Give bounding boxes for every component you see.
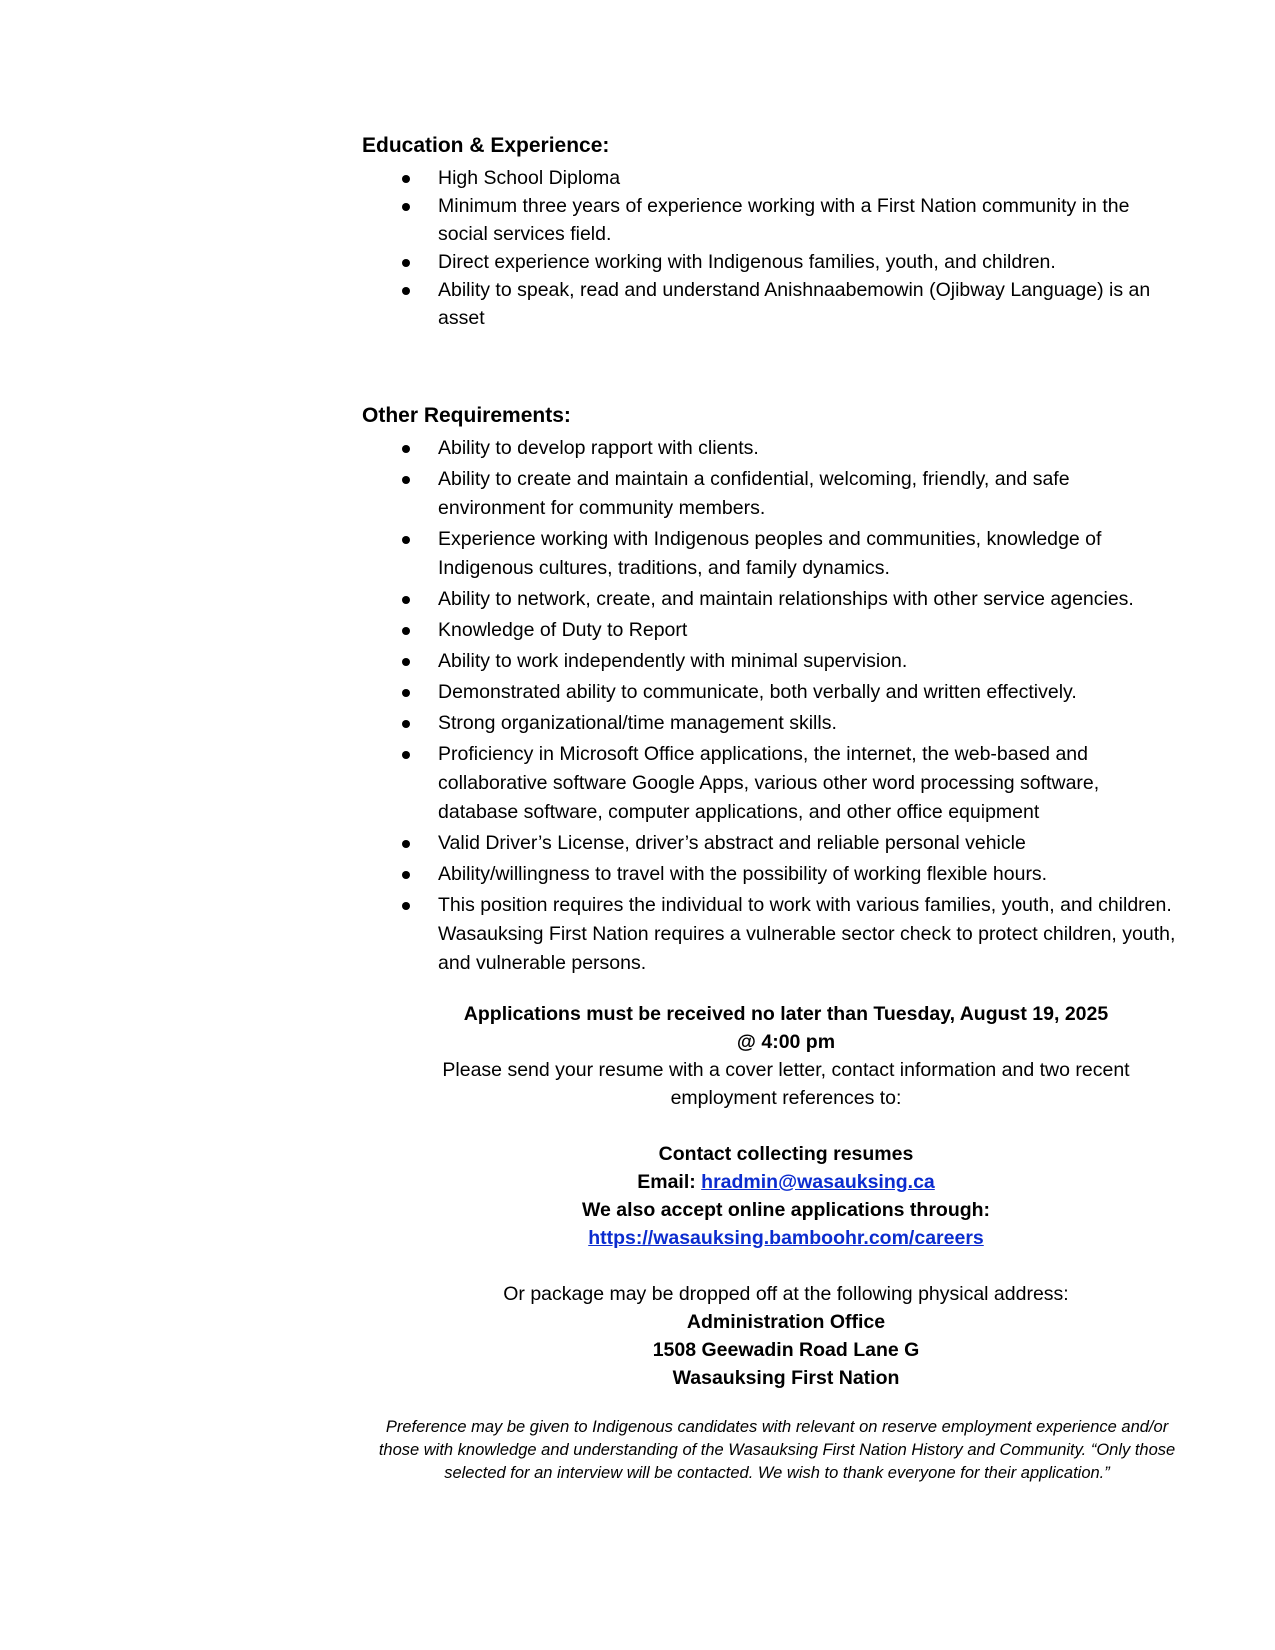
requirements-section xyxy=(362,402,1182,978)
list-item xyxy=(362,891,1182,978)
list-item-text: Valid Driver’s License, driver’s abstract and reliable personal vehicle xyxy=(438,832,1026,854)
list-item-text: Minimum three years of experience working with a First Nation community in the social services field. xyxy=(438,195,1130,245)
bullet-icon xyxy=(402,175,410,183)
list-item xyxy=(362,829,1182,858)
disclaimer-text: Preference may be given to Indigenous candidates with relevant on reserve employment experience and/or those with knowledge and understanding of the Wasauksing First Nation History and Community. “Only those selected for an interview will be contacted. We wish to thank everyone for their application.” xyxy=(378,1418,1176,1482)
bullet-icon xyxy=(402,259,410,267)
list-item xyxy=(362,647,1182,676)
dropoff-text: Or package may be dropped off at the following physical address: xyxy=(503,1283,1069,1305)
spacer xyxy=(390,1112,1182,1140)
list-item-text: Demonstrated ability to communicate, both verbally and written effectively. xyxy=(438,681,1077,703)
list-item-text: Direct experience working with Indigenous families, youth, and children. xyxy=(438,251,1056,273)
list-item-text: Ability to create and maintain a confidential, welcoming, friendly, and safe environment for community members. xyxy=(438,468,1070,519)
list-item-text: Ability to speak, read and understand Anishnaabemowin (Ojibway Language) is an asset xyxy=(438,279,1151,329)
bullet-icon xyxy=(402,627,410,635)
address-line-1: Administration Office xyxy=(686,1311,886,1333)
bullet-icon xyxy=(402,902,410,910)
bullet-icon xyxy=(402,720,410,728)
list-item xyxy=(362,709,1182,738)
list-item xyxy=(362,678,1182,707)
spacer xyxy=(390,1252,1182,1280)
education-list xyxy=(362,164,1182,332)
list-item xyxy=(362,276,1182,332)
online-label: We also accept online applications through: xyxy=(581,1199,991,1221)
list-item xyxy=(362,248,1182,276)
list-item xyxy=(362,740,1182,827)
list-item-text: Ability to develop rapport with clients. xyxy=(438,437,759,459)
bullet-icon xyxy=(402,476,410,484)
list-item-text: Knowledge of Duty to Report xyxy=(438,619,688,641)
list-item-text: High School Diploma xyxy=(438,167,621,189)
address-line-2: 1508 Geewadin Road Lane G xyxy=(652,1339,920,1361)
list-item-text: Experience working with Indigenous peoples and communities, knowledge of Indigenous cultures, traditions, and family dynamics. xyxy=(438,528,1102,579)
deadline-line: Applications must be received no later than Tuesday, August 19, 2025 xyxy=(463,1003,1109,1025)
list-item-text: This position requires the individual to work with various families, youth, and children. Wasauksing First Nation requires a vulnerable sector check to protect children, youth, and vulnerable persons. xyxy=(438,894,1176,974)
bullet-icon xyxy=(402,840,410,848)
list-item-text: Ability to work independently with minimal supervision. xyxy=(438,650,908,672)
list-item xyxy=(362,525,1182,583)
document-page xyxy=(362,132,1182,1502)
list-item xyxy=(362,616,1182,645)
bullet-icon xyxy=(402,536,410,544)
list-item-text: Proficiency in Microsoft Office applications, the internet, the web-based and collaborative software Google Apps, various other word processing software, database software, computer applications, and other office equipment xyxy=(438,743,1100,823)
address-line-3: Wasauksing First Nation xyxy=(672,1367,900,1389)
contact-heading: Contact collecting resumes xyxy=(658,1143,914,1165)
application-section xyxy=(390,1000,1182,1392)
bullet-icon xyxy=(402,658,410,666)
bullet-icon xyxy=(402,689,410,697)
online-link-line xyxy=(390,1224,1182,1252)
bullet-icon xyxy=(402,596,410,604)
bullet-icon xyxy=(402,287,410,295)
list-item xyxy=(362,860,1182,889)
requirements-list xyxy=(362,434,1182,978)
email-link[interactable]: hradmin@wasauksing.ca xyxy=(701,1171,935,1193)
list-item-text: Ability to network, create, and maintain relationships with other service agencies. xyxy=(438,588,1134,610)
careers-link[interactable]: https://wasauksing.bamboohr.com/careers xyxy=(588,1227,984,1249)
list-item-text: Strong organizational/time management skills. xyxy=(438,712,837,734)
bullet-icon xyxy=(402,445,410,453)
bullet-icon xyxy=(402,871,410,879)
requirements-heading: Other Requirements: xyxy=(362,404,571,427)
instructions-text: Please send your resume with a cover letter, contact information and two recent employment references to: xyxy=(442,1059,1130,1109)
education-heading: Education & Experience: xyxy=(362,134,610,157)
bullet-icon xyxy=(402,203,410,211)
list-item xyxy=(362,465,1182,523)
list-item-text: Ability/willingness to travel with the possibility of working flexible hours. xyxy=(438,863,1048,885)
list-item xyxy=(362,164,1182,192)
deadline-time: @ 4:00 pm xyxy=(736,1031,836,1053)
education-section xyxy=(362,132,1182,332)
list-item xyxy=(362,585,1182,614)
list-item xyxy=(362,434,1182,463)
email-line xyxy=(390,1168,1182,1196)
bullet-icon xyxy=(402,751,410,759)
list-item xyxy=(362,192,1182,248)
email-label: Email: xyxy=(637,1171,702,1193)
